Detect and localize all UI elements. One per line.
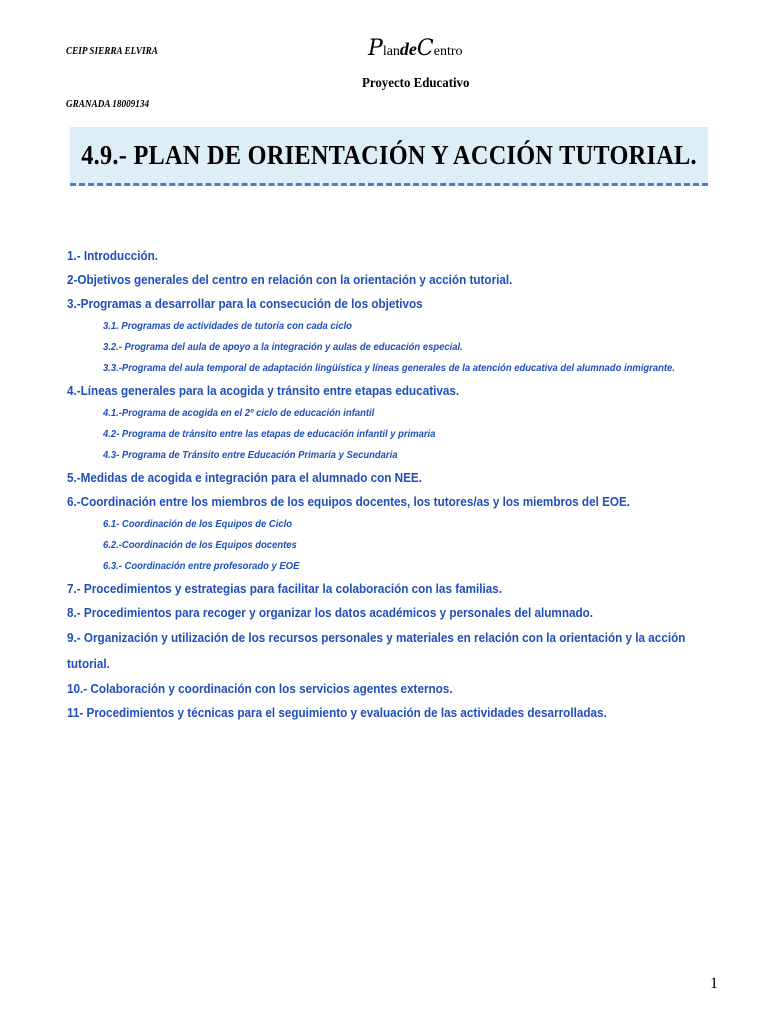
toc-subitem: 6.2.-Coordinación de los Equipos docentes — [103, 539, 297, 551]
section-title-box — [70, 127, 708, 186]
toc-subitem: 3.1. Programas de actividades de tutoría con cada ciclo — [103, 320, 352, 332]
school-name: CEIP SIERRA ELVIRA — [66, 46, 158, 57]
toc-subitem: 3.2.- Programa del aula de apoyo a la integración y aulas de educación especial. — [103, 341, 463, 353]
plan-de-centro-logo: PlandeCentro — [368, 36, 463, 61]
toc-item: 8.- Procedimientos para recoger y organizar los datos académicos y personales del alumnado. — [67, 605, 594, 620]
toc-item: 2-Objetivos generales del centro en relación con la orientación y acción tutorial. — [67, 272, 513, 287]
toc-item: 10.- Colaboración y coordinación con los servicios agentes externos. — [67, 681, 453, 696]
toc-subitem: 4.3- Programa de Tránsito entre Educación Primaria y Secundaria — [103, 449, 398, 461]
table-of-contents — [67, 244, 707, 725]
section-title: 4.9.- PLAN DE ORIENTACIÓN Y ACCIÓN TUTORIAL. — [81, 139, 697, 170]
document-subtitle: Proyecto Educativo — [362, 76, 470, 91]
toc-item: 9.- Organización y utilización de los recursos personales y materiales en relación con la orientación y la acción tutorial. — [67, 630, 686, 671]
toc-subitem: 4.2- Programa de tránsito entre las etapas de educación infantil y primaria — [103, 428, 436, 440]
toc-item: 7.- Procedimientos y estrategias para facilitar la colaboración con las familias. — [67, 581, 503, 596]
toc-item: 1.- Introducción. — [67, 248, 159, 263]
toc-item: 5.-Medidas de acogida e integración para el alumnado con NEE. — [67, 470, 422, 485]
toc-subitem: 3.3.-Programa del aula temporal de adaptación lingüística y líneas generales de la atención educativa del alumnado inmigrante. — [103, 362, 675, 374]
toc-item: 3.-Programas a desarrollar para la consecución de los objetivos — [67, 296, 423, 311]
toc-item: 11- Procedimientos y técnicas para el seguimiento y evaluación de las actividades desarrolladas. — [67, 705, 607, 720]
toc-subitem: 6.1- Coordinación de los Equipos de Ciclo — [103, 518, 293, 530]
toc-subitem: 4.1.-Programa de acogida en el 2º ciclo de educación infantil — [103, 407, 375, 419]
toc-item: 6.-Coordinación entre los miembros de los equipos docentes, los tutores/as y los miembros del EOE. — [67, 494, 631, 509]
toc-item: 4.-Líneas generales para la acogida y tránsito entre etapas educativas. — [67, 383, 460, 398]
toc-subitem: 6.3.- Coordinación entre profesorado y EOE — [103, 560, 300, 572]
school-code: GRANADA 18009134 — [66, 99, 150, 110]
page-number: 1 — [710, 975, 718, 992]
